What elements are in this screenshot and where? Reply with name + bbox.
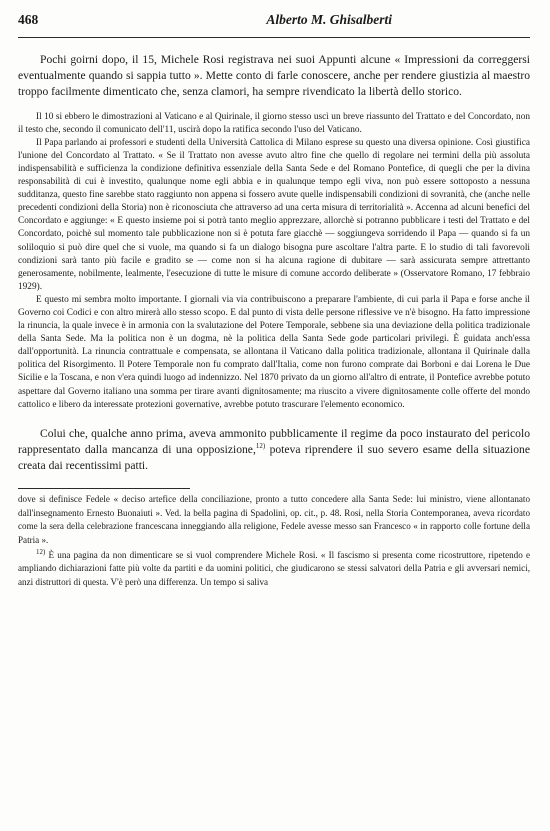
- footnote-12-mark: 12): [36, 547, 46, 556]
- page-header: [18, 12, 530, 36]
- paragraph-conclusion: [18, 426, 530, 475]
- footnote-12: [18, 549, 530, 589]
- paragraph-intro: Pochi goirni dopo, il 15, Michele Rosi registrava nei suoi Appunti alcune « Impressioni da correggersi eventualmente quando si sappia tutto ». Mette conto di farle conoscere, anche per rendere giustizia al maestro troppo facilmente dimenticato che, senza clamori, ha sempre rivendicato la libertà dello storico.: [18, 53, 530, 99]
- quote-paragraph-1: Il 10 si ebbero le dimostrazioni al Vaticano e al Quirinale, il giorno stesso uscì un breve riassunto del Trattato e del Concordato, non il testo che, secondo il comunicato dell'11, uscirà dopo la ratifica secondo l'uso del Vaticano.: [18, 111, 530, 135]
- conclusion-rest: poteva riprendere il suo severo esame della situazione creata dai recentissimi patti.: [18, 442, 531, 473]
- footnote-ref-12[interactable]: 12): [255, 442, 266, 451]
- footnote-rule: [18, 488, 190, 489]
- footnote-continued: dove si definisce Fedele « deciso artefice della conciliazione, pronto a tutto concedere alla Santa Sede: lui ministro, viene allontanato dall'insegnamento Ernesto Buonaiuti ». Ved. la bella pagina di Spadolini, op. cit., p. 48. Rosi, nella Storia Contemporanea, aveva ricordato come la sera della celebrazione francescana inneggiando alla religione, Fedele avesse messo san Francesco « in rapporto colle fortune della Patria ».: [18, 494, 530, 545]
- header-rule: [18, 37, 530, 38]
- page-number: 468: [18, 12, 39, 27]
- running-title: Alberto M. Ghisalberti: [266, 12, 392, 27]
- footnote-12-text: È una pagina da non dimenticare se si vuol comprendere Michele Rosi. « Il fascismo si presenta come ricostruttore, ripetendo e ampliando dichiarazioni fatte più volte da partiti e da uomini politici, che giudicarono se stessi salvatori della Patria e gli avversari nemici, anzi distruttori di questa. V'è però una differenza. Un tempo si saliva: [18, 550, 530, 587]
- conclusion-text: Colui che, qualche anno prima, aveva ammonito pubblicamente il regime da poco instaurato del pericolo rappresentato dalla mancanza di una opposizione,: [18, 426, 530, 456]
- quote-paragraph-3: E questo mi sembra molto importante. I giornali via via contribuiscono a preparare l'ambiente, di cui parla il Papa e forse anche il Governo coi Codici e con altro mirerà allo stesso scopo. E dal punto di vista delle persone riflessive ve n'è bisogno. Ha fatto impressione la rinuncia, la quale invece è in armonia con la svalutazione del Potere Temporale, sebbene sia una deviazione della politica tradizionale della Santa Sede. Ma la politica non è un dogma, nè la politica della Santa Sede gode particolari privilegi. È guidata anch'essa dall'opportunità. La rinuncia contrattuale e compensata, se allontana il Vaticano dalla politica tradizionale, allontana il Quirinale dalla politica del Risorgimento. Il Potere Temporale non fu comprato dall'Italia, come non furono comprate dai Borboni e dai Lorena le Due Sicilie e la Toscana, e non v'era quindi luogo ad indennizzo. Nel 1870 privato da un giorno all'altro di entrate, il Pontefice avrebbe potuto aspettare dal Governo italiano una somma per tirare avanti dignitosamente; ma riuscito a vivere dignitosamente colle offerte del mondo cattolico e libero da interessate protezioni governative, avrebbe potuto trascurare l'elemento economico.: [18, 294, 530, 410]
- quote-paragraph-2: Il Papa parlando ai professori e studenti della Università Cattolica di Milano esprese su questo una diversa opinione. Così giustifica l'unione del Concordato al Trattato. « Se il Trattato non avesse avuto altro fine che quello di regolare nei termini della più assoluta indispensabilità e sufficienza la condizione definitiva essenziale della Santa Sede e del Romano Pontefice, di quegli che per la divina responsabilità di cui è investito, qualunque nome egli abbia e in qualunque tempo egli viva, non può essere sottoposto a nessuna sudditanza, questo fine sarebbe stato raggiunto non appena si fossero avute quelle indispensabili condizioni di sovranità, che (anche nelle precedenti condizioni della Storia) non è riconosciuta che attraverso ad una certa misura di territorialità ». Accenna ad alcuni benefici del Concordato e aggiunge: « E questo insieme poi si potrà tanto meglio apprezzare, allorchè si potranno pubblicare i testi del Trattato e del Concordato, poichè sul momento tale pubblicazione non si è potuta fare giacchè — soggiungeva sorridendo il Papa — quando si fa un soliloquio si può dire quel che si vuole, ma quando si fa un dialogo bisogna pure ascoltare l'altra parte. E lo studio di tali favorevoli condizioni sarà tanto più facile e gradito se — come non si ha alcuna ragione di dubitare — sarà assicurata sempre attrettanto generosamente, nobilmente, lealmente, l'esecuzione di tutte le misure di comune accordo deliberate » (Osservatore Romano, 17 febbraio 1929).: [18, 137, 530, 292]
